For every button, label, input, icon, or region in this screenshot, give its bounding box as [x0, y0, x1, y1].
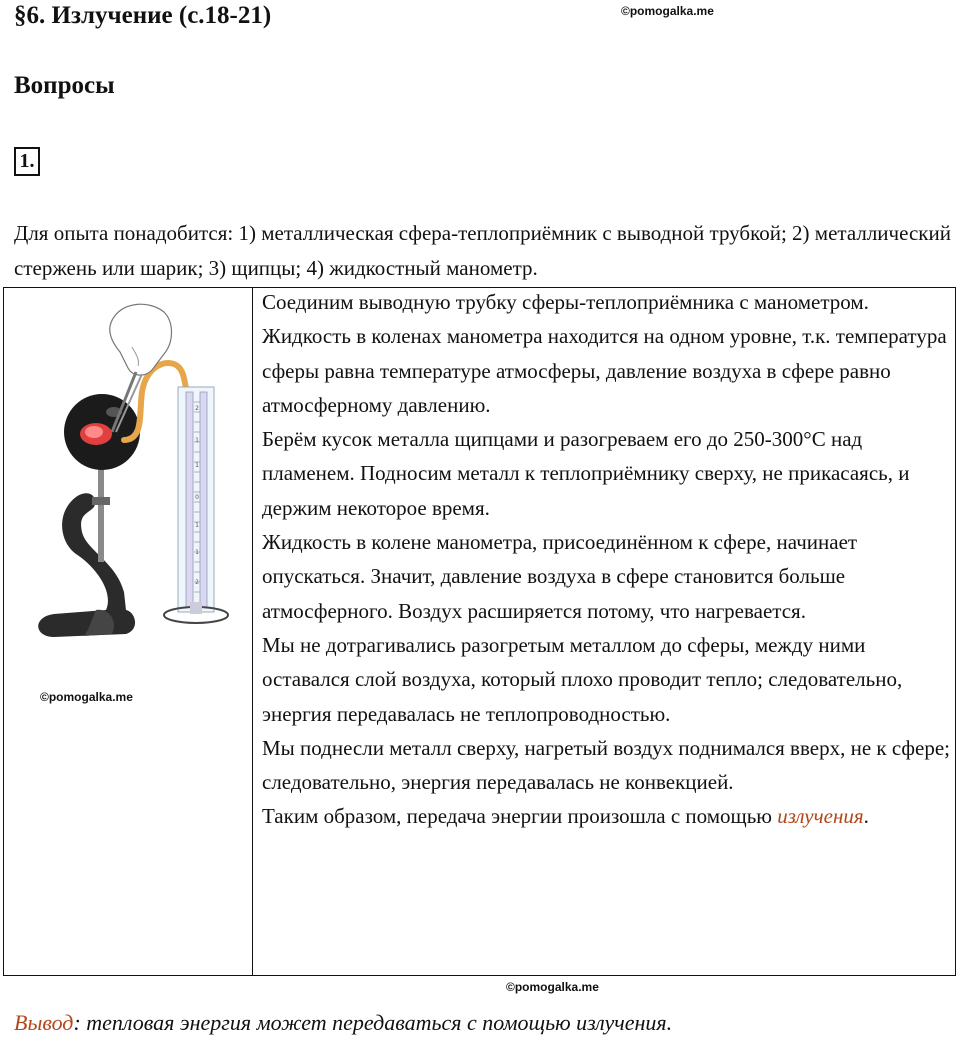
- stand-icon: [38, 467, 135, 637]
- watermark-figure: ©pomogalka.me: [40, 690, 133, 704]
- explanation-final: [262, 799, 952, 833]
- scale-mark: 2: [195, 405, 199, 412]
- explanation-paragraph: Мы поднесли металл сверху, нагретый воздух поднимался вверх, не к сфере; следовательно, энергия передавалась не конвекцией.: [262, 735, 951, 795]
- conclusion-label: Вывод: [14, 1010, 74, 1035]
- scale-mark: 1: [195, 462, 199, 469]
- page-title: §6. Излучение (с.18-21): [14, 2, 272, 29]
- scale-mark: 2: [195, 579, 199, 586]
- explanation-paragraph: Мы не дотрагивались разогретым металлом до сферы, между ними оставался слой воздуха, который плохо проводит тепло; следовательно, энергия передавалась не теплопроводностью.: [262, 632, 903, 726]
- explanation-text: [262, 285, 952, 834]
- conclusion-text: : тепловая энергия может передаваться с помощью излучения.: [73, 1010, 673, 1035]
- table-divider: [252, 287, 253, 976]
- explanation-paragraph: Жидкость в колене манометра, присоединённом к сфере, начинает опускаться. Значит, давление воздуха в сфере становится больше атмосферного. Воздух расширяется потому, что нагревается.: [262, 530, 858, 623]
- question-number: 1.: [14, 147, 40, 176]
- scale-mark: 0: [195, 494, 199, 501]
- explanation-paragraph: Берём кусок металла щипцами и разогреваем его до 250-300°С над пламенем. Подносим металл к теплоприёмнику сверху, не прикасаясь, и держим некоторое время.: [262, 427, 910, 520]
- experiment-figure: [14, 292, 244, 642]
- conclusion: [14, 1010, 954, 1036]
- section-title: Вопросы: [14, 72, 115, 99]
- scale-mark: 1: [195, 522, 199, 529]
- scale-mark: 1: [195, 437, 199, 444]
- watermark-top: ©pomogalka.me: [621, 4, 714, 18]
- scale-mark: 1: [195, 549, 199, 556]
- manometer-icon: [164, 387, 228, 623]
- final-highlight: излучения: [777, 804, 864, 829]
- final-suffix: .: [863, 804, 869, 829]
- watermark-bottom: ©pomogalka.me: [506, 980, 599, 994]
- explanation-paragraph: Соединим выводную трубку сферы-теплоприёмника с манометром. Жидкость в коленах манометра находится на одном уровне, т.к. температура сферы равна температуре атмосферы, давление воздуха в сфере равно атмосферному давлению.: [262, 290, 947, 417]
- final-prefix: Таким образом, передача энергии произошла с помощью: [262, 804, 778, 829]
- question-intro: Для опыта понадобится: 1) металлическая сфера-теплоприёмник с выводной трубкой; 2) металлический стержень или шарик; 3) щипцы; 4) жидкостный манометр.: [14, 221, 951, 280]
